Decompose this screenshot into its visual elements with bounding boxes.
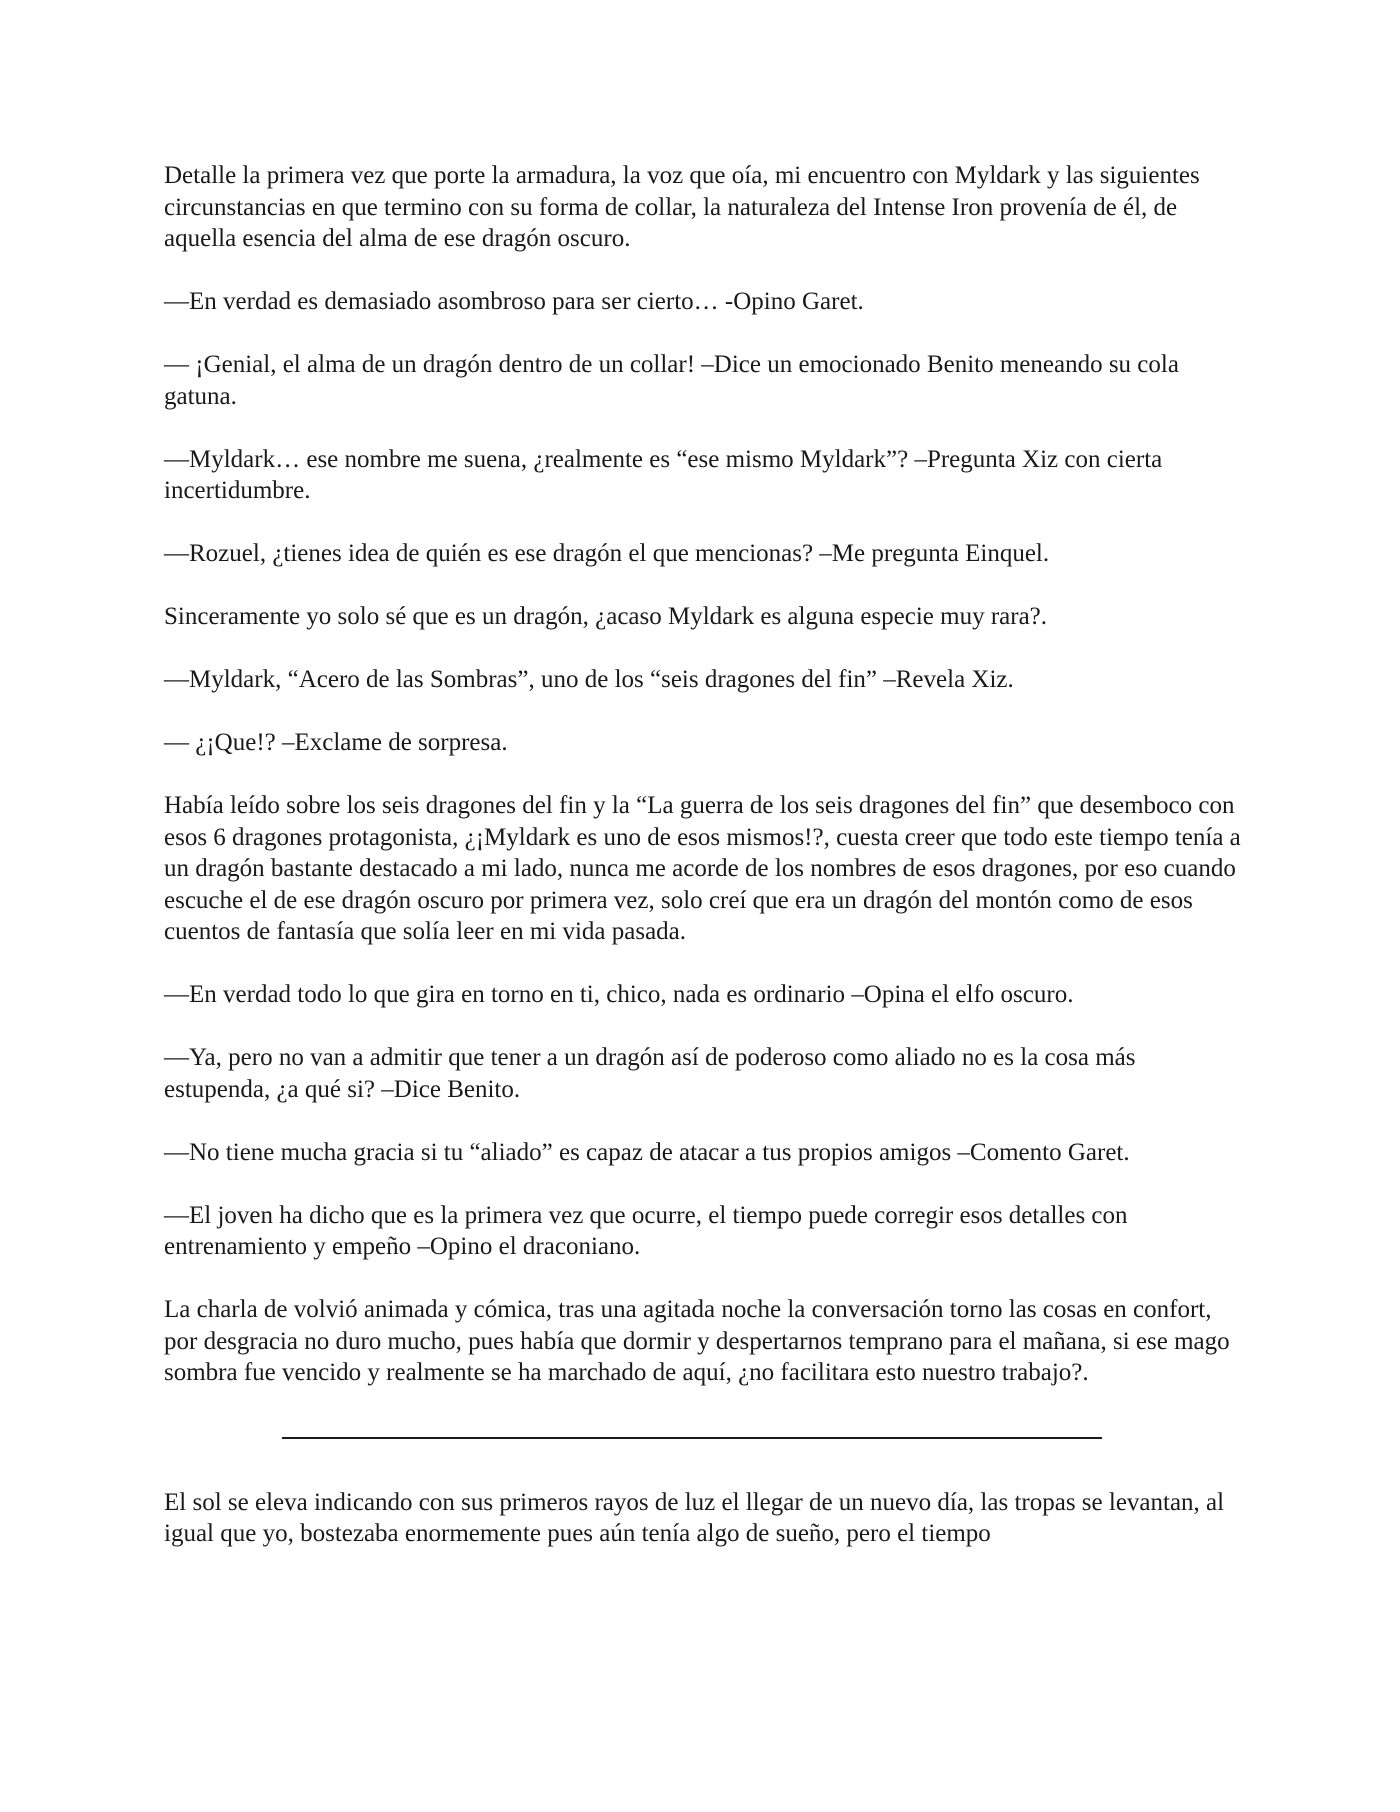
paragraph: — ¿¡Que!? –Exclame de sorpresa. (164, 729, 508, 756)
paragraph: —Myldark… ese nombre me suena, ¿realmente es “ese mismo Myldark”? –Pregunta Xiz con cierta incertidumbre. (164, 445, 1163, 504)
paragraph: Sinceramente yo solo sé que es un dragón, ¿acaso Myldark es alguna especie muy rara?. (164, 603, 1048, 630)
paragraph: —En verdad todo lo que gira en torno en ti, chico, nada es ordinario –Opina el elfo oscuro. (164, 981, 1074, 1008)
paragraph: Detalle la primera vez que porte la armadura, la voz que oía, mi encuentro con Myldark y las siguientes circunstancias en que termino con su forma de collar, la naturaleza del Intense Iron provenía de él, de aquella esencia del alma de ese dragón oscuro. (164, 162, 1200, 252)
paragraph: —Rozuel, ¿tienes idea de quién es ese dragón el que mencionas? –Me pregunta Einquel. (164, 540, 1050, 567)
document-body (164, 160, 1244, 1581)
paragraph: —En verdad es demasiado asombroso para ser cierto… -Opino Garet. (164, 288, 864, 315)
paragraph: —Ya, pero no van a admitir que tener a un dragón así de poderoso como aliado no es la cosa más estupenda, ¿a qué si? –Dice Benito. (164, 1044, 1136, 1103)
paragraph: El sol se eleva indicando con sus primeros rayos de luz el llegar de un nuevo día, las tropas se levantan, al igual que yo, bostezaba enormemente pues aún tenía algo de sueño, pero el tiempo (164, 1488, 1225, 1547)
paragraph: — ¡Genial, el alma de un dragón dentro de un collar! –Dice un emocionado Benito meneando su cola gatuna. (164, 351, 1179, 410)
paragraph: La charla de volvió animada y cómica, tras una agitada noche la conversación torno las cosas en confort, por desgracia no duro mucho, pues había que dormir y despertarnos temprano para el mañana, si ese mago sombra fue vencido y realmente se ha marchado de aquí, ¿no facilitara esto nuestro trabajo?. (164, 1296, 1230, 1386)
paragraph: —Myldark, “Acero de las Sombras”, uno de los “seis dragones del fin” –Revela Xiz. (164, 666, 1014, 693)
section-separator (282, 1437, 1102, 1439)
paragraph: —No tiene mucha gracia si tu “aliado” es capaz de atacar a tus propios amigos –Comento Garet. (164, 1138, 1130, 1166)
paragraph: Había leído sobre los seis dragones del fin y la “La guerra de los seis dragones del fin” que desemboco con esos 6 dragones protagonista, ¿¡Myldark es uno de esos mismos!?, cuesta creer que todo este tiempo tenía a un dragón bastante destacado a mi lado, nunca me acorde de los nombres de esos dragones, por eso cuando escuche el de ese dragón oscuro por primera vez, solo creí que era un dragón del montón como de esos cuentos de fantasía que solía leer en mi vida pasada. (164, 792, 1241, 945)
paragraph: —El joven ha dicho que es la primera vez que ocurre, el tiempo puede corregir esos detalles con entrenamiento y empeño –Opino el draconiano. (164, 1201, 1128, 1260)
